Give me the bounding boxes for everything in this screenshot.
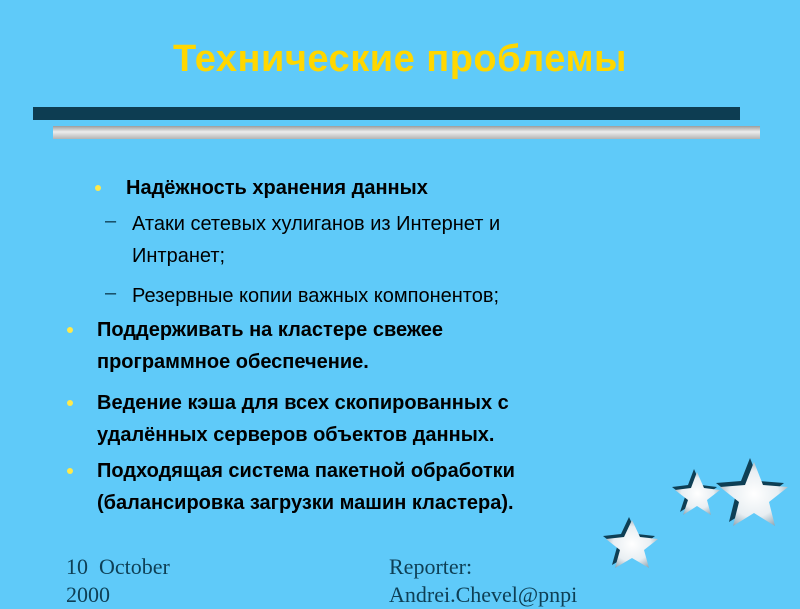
sub-dash: – xyxy=(105,210,117,232)
sub-item: Резервные копии важных компонентов; xyxy=(132,285,500,307)
sub-dash: – xyxy=(105,282,117,304)
bullet-item-cont: (балансировка загрузки машин кластера). xyxy=(97,492,514,514)
footer-date xyxy=(66,553,170,609)
sub-item: Атаки сетевых хулиганов из Интернет и xyxy=(132,213,501,235)
bullet-item-cont: удалённых серверов объектов данных. xyxy=(97,424,495,446)
star-icon xyxy=(603,517,658,568)
star-icon xyxy=(672,469,720,515)
sub-item-cont: Интранет; xyxy=(132,245,226,267)
footer-reporter-line2: Andrei.Chevel@pnpi xyxy=(389,582,578,607)
bullet-item: Надёжность хранения данных xyxy=(126,177,428,199)
footer-reporter-line1: Reporter: xyxy=(389,554,473,579)
footer-reporter xyxy=(389,553,577,609)
star-icon xyxy=(716,458,788,526)
bullet-item: Поддерживать на кластере свежее xyxy=(97,319,444,341)
bullet-item-cont: программное обеспечение. xyxy=(97,351,369,373)
footer-date-line1: 10 October xyxy=(66,554,170,579)
slide-title: Технические проблемы xyxy=(172,38,628,80)
footer-date-line2: 2000 xyxy=(66,582,110,607)
bullet-item: Подходящая система пакетной обработки xyxy=(97,460,515,482)
bullet-item: Ведение кэша для всех скопированных с xyxy=(97,392,509,414)
